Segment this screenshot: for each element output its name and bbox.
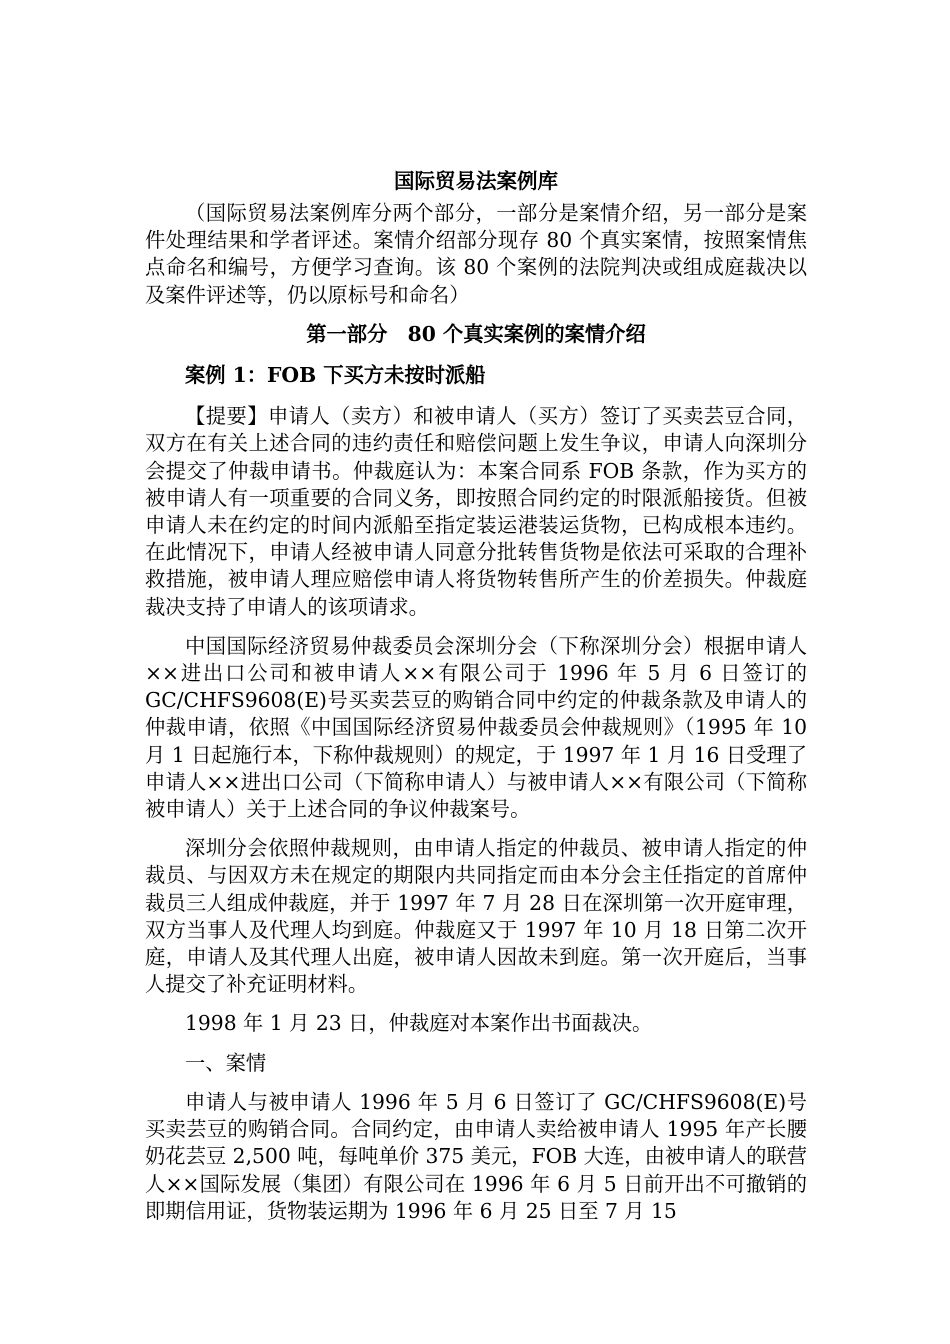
body-paragraph-award-date: 1998 年 1 月 23 日，仲裁庭对本案作出书面裁决。 [185, 1011, 653, 1036]
document-title: 国际贸易法案例库 [394, 169, 558, 193]
body-paragraph-case-facts: 申请人与被申请人 1996 年 5 月 6 日签订了 GC/CHFS9608(E)号买卖芸豆的购销合同。合同约定，由申请人卖给被申请人 1995 年产长腰奶花芸豆 2,500 吨，每吨单价 375 美元，FOB 大连，由被申请人的联营人××国际发展（集团）有限公司在 1996 年 6 月 5 日前开出不可撤销的即期信用证，货物装运期为 1996 年 6 月 25 日至 7 月 15 [145, 1089, 807, 1223]
section-heading: 一、案情 [185, 1050, 267, 1075]
intro-paragraph: （国际贸易法案例库分两个部分，一部分是案情介绍，另一部分是案件处理结果和学者评述。案情介绍部分现存 80 个真实案情，按照案情焦点命名和编号，方便学习查询。该 80 个案例的法院判决或组成庭裁决以及案件评述等，仍以原标号和命名） [145, 201, 807, 307]
body-paragraph-tribunal: 深圳分会依照仲裁规则，由申请人指定的仲裁员、被申请人指定的仲裁员、与因双方未在规定的期限内共同指定而由本分会主任指定的首席仲裁员三人组成仲裁庭，并于 1997 年 7 月 28 日在深圳第一次开庭审理，双方当事人及代理人均到庭。仲裁庭又于 1997 年 10 月 18 日第二次开庭，申请人及其代理人出庭，被申请人因故未到庭。第一次开庭后，当事人提交了补充证明材料。 [145, 836, 807, 997]
body-paragraph-acceptance: 中国国际经济贸易仲裁委员会深圳分会（下称深圳分会）根据申请人××进出口公司和被申请人××有限公司于 1996 年 5 月 6 日签订的 GC/CHFS9608(E)号买卖芸豆的购销合同中约定的仲裁条款及申请人的仲裁申请，依照《中国国际经济贸易仲裁委员会仲裁规则》（1995 年 10 月 1 日起施行本，下称仲裁规则）的规定，于 1997 年 1 月 16 日受理了申请人××进出口公司（下简称申请人）与被申请人××有限公司（下简称被申请人）关于上述合同的争议仲裁案号。 [145, 633, 807, 822]
case-heading: 案例 1：FOB 下买方未按时派船 [185, 363, 486, 388]
part-heading: 第一部分 80 个真实案例的案情介绍 [306, 321, 646, 346]
summary-paragraph: 【提要】申请人（卖方）和被申请人（买方）签订了买卖芸豆合同，双方在有关上述合同的违约责任和赔偿问题上发生争议，申请人向深圳分会提交了仲裁申请书。仲裁庭认为：本案合同系 FOB 条款，作为买方的被申请人有一项重要的合同义务，即按照合同约定的时限派船接货。但被申请人未在约定的时间内派船至指定装运港装运货物，已构成根本违约。在此情况下，申请人经被申请人同意分批转售货物是依法可采取的合理补救措施，被申请人理应赔偿申请人将货物转售所产生的价差损失。仲裁庭裁决支持了申请人的该项请求。 [145, 404, 807, 619]
document-page [145, 167, 807, 1237]
